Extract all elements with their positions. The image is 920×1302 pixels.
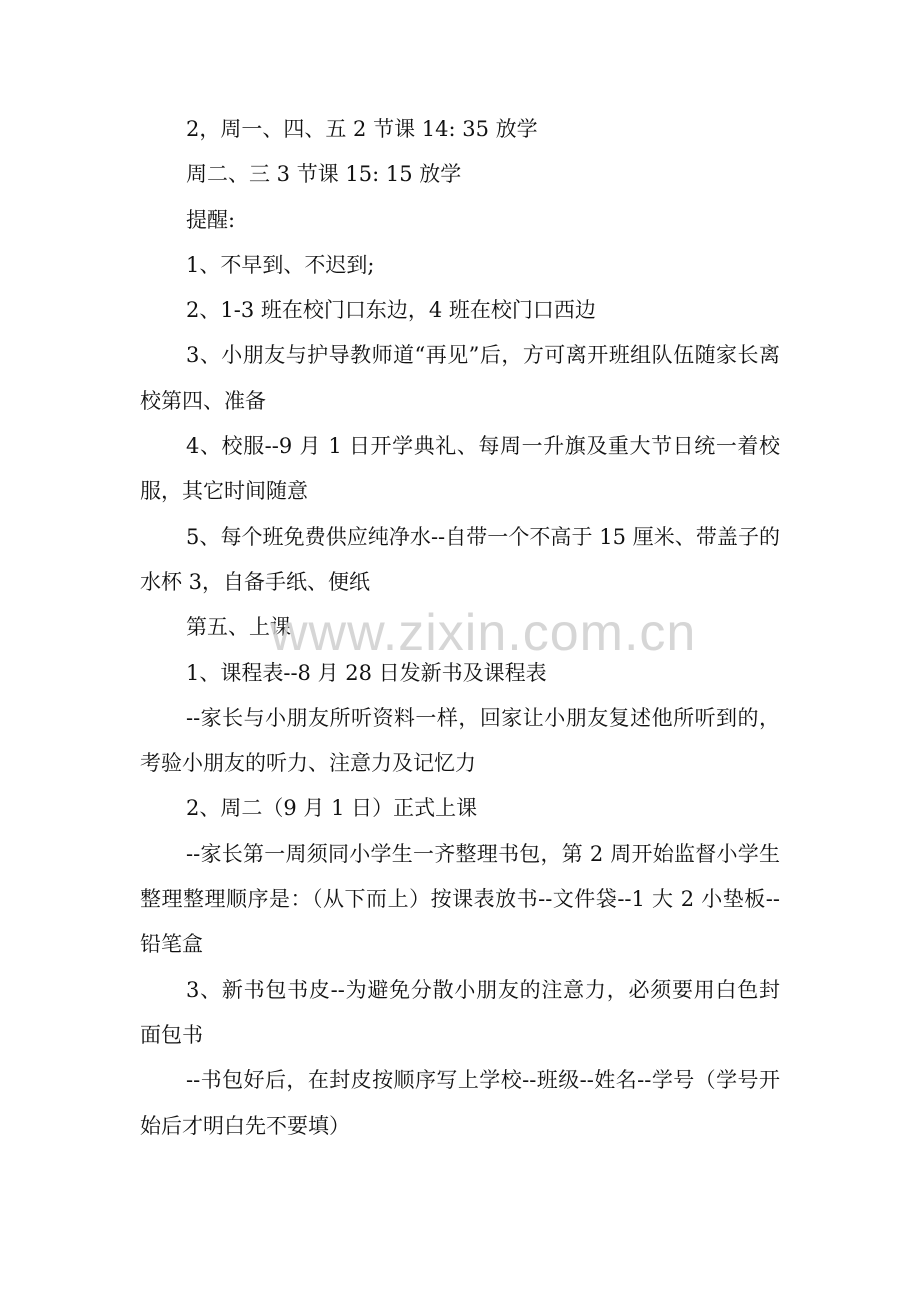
paragraph-classes-start: 2、周二（9 月 1 日）正式上课 — [186, 796, 478, 821]
paragraph-uniform: 4、校服--9 月 1 日开学典礼、每周一升旗及重大节日统一着校服，其它时间随意 — [140, 434, 780, 504]
paragraph-reminder-2: 2、1-3 班在校门口东边，4 班在校门口西边 — [186, 298, 596, 323]
paragraph-reminder-3: 3、小朋友与护导教师道“再见”后，方可离开班组队伍随家长离校第四、准备 — [140, 343, 780, 413]
document-body — [140, 107, 780, 1149]
watermark: www.zixin.com.cn — [270, 604, 697, 662]
section-heading-classes: 第五、上课 — [186, 615, 291, 640]
paragraph-schoolbag: --家长第一周须同小学生一齐整理书包，第 2 周开始监督小学生整理整理顺序是：（从下而上）按课表放书--文件袋--1 大 2 小垫板--铅笔盒 — [140, 841, 780, 957]
paragraph-retell: --家长与小朋友所听资料一样，回家让小朋友复述他所听到的，考验小朋友的听力、注意力及记忆力 — [140, 705, 780, 776]
paragraph-book-cover: 3、新书包书皮--为避免分散小朋友的注意力，必须要用白色封面包书 — [140, 977, 780, 1047]
paragraph-dismissal-tue-wed: 周二、三 3 节课 15: 15 放学 — [186, 162, 462, 187]
paragraph-reminder-1: 1、不早到、不迟到; — [186, 252, 375, 277]
paragraph-timetable: 1、课程表--8 月 28 日发新书及课程表 — [186, 660, 547, 685]
paragraph-water: 5、每个班免费供应纯净水--自带一个不高于 15 厘米、带盖子的水杯 3，自备手纸、便纸 — [140, 524, 780, 594]
paragraph-cover-labels: --书包好后，在封皮按顺序写上学校--班级--姓名--学号（学号开始后才明白先不要填） — [140, 1068, 780, 1138]
paragraph-reminder-heading: 提醒: — [186, 207, 236, 232]
paragraph-dismissal-mon-thu-fri: 2，周一、四、五 2 节课 14: 35 放学 — [186, 117, 538, 141]
